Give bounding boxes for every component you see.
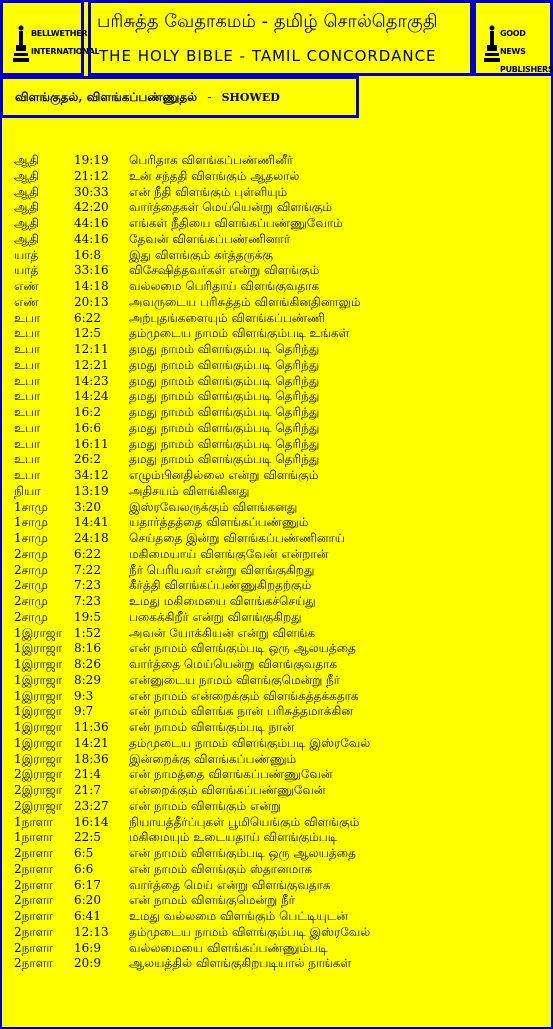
- verse-ref: 6:17: [74, 877, 101, 892]
- verse-text: அதிசயம் விளங்கினது: [129, 483, 250, 498]
- book-abbrev: 2சாமு: [14, 594, 48, 608]
- book-abbrev: 2இராஜா: [14, 783, 63, 797]
- verse-text: என் நாமம் விளங்கும் என்று: [129, 798, 281, 813]
- verse-text: என்றைக்கும் விளங்கப்பண்ணுவேன்: [129, 783, 326, 797]
- book-abbrev: 2நாளா: [14, 877, 53, 892]
- verse-text: என் நாமம் விளங்கும் ஸ்தானமாக: [129, 861, 313, 876]
- verse-text: வார்த்தை மெய்யென்று விளங்குவதாக: [129, 657, 338, 671]
- verse-ref: 9:7: [74, 704, 94, 719]
- verse-ref: 20:13: [74, 294, 109, 309]
- verse-ref: 11:36: [74, 720, 109, 734]
- verse-text: நீர் பெரியவர் என்று விளங்குகிறது: [129, 562, 315, 577]
- verse-text: இஸ்ரவேலருக்கும் விளங்கனது: [129, 499, 298, 514]
- verse-text: எழும்பினதில்லை என்று விளங்கும்: [129, 468, 319, 482]
- verse-ref: 42:20: [74, 200, 109, 215]
- book-abbrev: 2நாளா: [14, 893, 53, 908]
- title-box: [88, 0, 473, 76]
- book-abbrev: 2நாளா: [14, 924, 53, 939]
- verse-ref: 7:23: [74, 578, 101, 593]
- book-abbrev: உபா: [14, 405, 41, 419]
- verse-text: தமது நாமம் விளங்கும்படி தெரிந்து: [129, 420, 320, 435]
- verse-text: இது விளங்கும் கர்த்தருக்கு: [129, 247, 273, 262]
- verse-ref: 8:29: [74, 672, 101, 687]
- verse-text: வார்த்தை மெய் என்று விளங்குவதாக: [129, 877, 331, 892]
- verse-text: தமது நாமம் விளங்கும்படி தெரிந்து: [129, 452, 320, 467]
- english-title: THE HOLY BIBLE - TAMIL CONCORDANCE: [99, 47, 437, 65]
- verse-ref: 19:5: [74, 609, 101, 624]
- verse-text: தமது நாமம் விளங்கும்படி தெரிந்து: [129, 405, 320, 419]
- verse-text: வார்த்தைகள் மெய்யென்று விளங்கும்: [129, 200, 332, 215]
- verse-ref: 16:11: [74, 436, 109, 451]
- verse-text: தேவன் விளங்கப்பண்ணினார்: [129, 231, 291, 246]
- book-abbrev: 2இராஜா: [14, 798, 63, 813]
- verse-text: என் நாமம் விளங்கும்படி நான்: [129, 720, 295, 734]
- book-abbrev: உபா: [14, 373, 41, 388]
- book-abbrev: ஆதி: [14, 168, 40, 183]
- verse-text: செய்ததை இன்று விளங்கப்பண்ணினாய்: [129, 531, 346, 545]
- word-heading: [15, 90, 280, 106]
- verse-ref: 21:7: [74, 783, 101, 797]
- book-abbrev: 2சாமு: [14, 562, 48, 577]
- book-abbrev: உபா: [14, 468, 41, 482]
- verse-ref: 12:5: [74, 326, 101, 341]
- word-separator: -: [207, 90, 212, 104]
- verse-ref: 16:14: [74, 814, 109, 829]
- verse-ref: 16:8: [74, 247, 101, 262]
- verse-ref: 8:26: [74, 657, 101, 671]
- verse-text: மகிமையாய் விளங்குவேன் என்றான்: [129, 546, 329, 561]
- book-abbrev: 1நாளா: [14, 814, 53, 829]
- verse-text: என்னுடைய நாமம் விளங்குமென்று நீர்: [129, 672, 341, 687]
- word-tamil: விளங்குதல், விளங்கப்பண்ணுதல்: [15, 90, 198, 104]
- good-news-logo: [473, 0, 553, 76]
- verse-text: பகைக்கிறீர் என்று விளங்குகிறது: [129, 609, 302, 624]
- verse-ref: 12:11: [74, 342, 109, 356]
- verse-text: விசேஷித்தவர்கள் என்று விளங்கும்: [129, 263, 320, 278]
- verse-ref: 6:41: [74, 909, 101, 923]
- book-abbrev: யாத்: [14, 263, 39, 278]
- book-abbrev: 2நாளா: [14, 909, 53, 923]
- verse-ref: 18:36: [74, 751, 109, 766]
- verse-text: என் நாமம் என்றைக்கும் விளங்கத்தக்கதாக: [129, 688, 359, 703]
- book-abbrev: 2நாளா: [14, 846, 53, 860]
- book-abbrev: 1இராஜா: [14, 751, 63, 766]
- book-abbrev: ஆதி: [14, 184, 40, 199]
- verse-ref: 19:19: [74, 153, 109, 167]
- book-abbrev: உபா: [14, 310, 41, 325]
- book-abbrev: உபா: [14, 420, 41, 435]
- book-abbrev: 1இராஜா: [14, 720, 63, 734]
- book-abbrev: 2சாமு: [14, 609, 48, 624]
- verse-text: வல்லமையை விளங்கப்பண்ணும்படி: [129, 940, 328, 955]
- tamil-title: பரிசுத்த வேதாகமம் - தமிழ் சொல்தொகுதி: [97, 11, 438, 32]
- book-abbrev: 1சாமு: [14, 515, 48, 530]
- verse-ref: 26:2: [74, 452, 101, 467]
- verse-text: உமது வல்லமை விளங்கும் பெட்டியுடன்: [129, 909, 348, 923]
- book-abbrev: 2நாளா: [14, 940, 53, 955]
- verse-ref: 13:19: [74, 483, 109, 498]
- verse-text: என் நாமம் விளங்கும்படி ஒரு ஆலயத்தை: [129, 641, 356, 656]
- book-abbrev: 1இராஜா: [14, 735, 63, 750]
- verse-ref: 33:16: [74, 263, 109, 278]
- verse-ref: 14:24: [74, 389, 109, 404]
- verse-ref: 6:6: [74, 861, 94, 876]
- book-abbrev: உபா: [14, 389, 41, 404]
- book-abbrev: 2இராஜா: [14, 767, 63, 782]
- book-abbrev: உபா: [14, 452, 41, 467]
- verse-ref: 6:22: [74, 546, 101, 561]
- verse-text: உன் சந்ததி விளங்கும் ஆதலால்: [129, 168, 300, 183]
- verse-ref: 12:13: [74, 924, 109, 939]
- verse-text: என் நாமம் விளங்கும்படி ஒரு ஆலயத்தை: [129, 846, 356, 860]
- verse-text: என் நாமம் விளங்க நான் பரிசுத்தமாக்கின: [129, 704, 353, 719]
- verse-text: தமது நாமம் விளங்கும்படி தெரிந்து: [129, 357, 320, 372]
- verse-ref: 14:21: [74, 735, 109, 750]
- book-abbrev: உபா: [14, 357, 41, 372]
- verse-ref: 23:27: [74, 798, 109, 813]
- verse-ref: 16:2: [74, 405, 101, 419]
- verse-ref: 7:22: [74, 562, 101, 577]
- book-abbrev: ஆதி: [14, 153, 40, 167]
- verse-text: நியாயத்தீர்ப்புகள் பூமியெங்கும் விளங்கும்: [129, 814, 360, 829]
- verse-text: என் நாமத்தை விளங்கப்பண்ணுவேன்: [129, 767, 333, 782]
- verse-text: தமது நாமம் விளங்கும்படி தெரிந்து: [129, 342, 320, 356]
- verse-ref: 22:5: [74, 830, 101, 845]
- book-abbrev: யாத்: [14, 247, 39, 262]
- verse-ref: 14:41: [74, 515, 109, 530]
- verse-text: உமது மகிமையை விளங்கச்செய்து: [129, 594, 316, 608]
- verse-ref: 8:16: [74, 641, 101, 656]
- verse-ref: 1:52: [74, 625, 101, 640]
- book-abbrev: உபா: [14, 436, 41, 451]
- book-abbrev: உபா: [14, 342, 41, 356]
- verse-text: தம்முடைய நாமம் விளங்கும்படி இஸ்ரவேல்: [129, 924, 371, 939]
- book-abbrev: எண்: [14, 294, 39, 309]
- verse-ref: 6:22: [74, 310, 101, 325]
- logo-line-1: BELLWETHER: [31, 29, 88, 38]
- book-abbrev: 1நாளா: [14, 830, 53, 845]
- book-abbrev: 2நாளா: [14, 861, 53, 876]
- verse-ref: 34:12: [74, 468, 109, 482]
- book-abbrev: 1இராஜா: [14, 688, 63, 703]
- verse-ref: 14:23: [74, 373, 109, 388]
- verse-text: ஆலயத்தில் விளங்குகிறபடியால் நாங்கள்: [129, 956, 352, 971]
- verse-text: வல்லமை பெரிதாய் விளங்குவதாக: [129, 279, 320, 293]
- book-abbrev: ஆதி: [14, 216, 40, 230]
- verse-ref: 6:5: [74, 846, 94, 860]
- verse-text: என் நாமம் விளங்குமென்று நீர்: [129, 893, 295, 908]
- book-abbrev: எண்: [14, 279, 39, 293]
- verse-ref: 9:3: [74, 688, 94, 703]
- book-abbrev: 1இராஜா: [14, 704, 63, 719]
- verse-ref: 14:18: [74, 279, 109, 293]
- verse-text: தமது நாமம் விளங்கும்படி தெரிந்து: [129, 436, 320, 451]
- verse-ref: 24:18: [74, 531, 109, 545]
- verse-ref: 20:9: [74, 956, 101, 971]
- statue-icon: [484, 25, 500, 63]
- book-abbrev: 2நாளா: [14, 956, 53, 971]
- verse-text: எங்கள் நீதியை விளங்கப்பண்ணுவோம்: [129, 216, 343, 230]
- verse-ref: 16:9: [74, 940, 101, 955]
- verse-text: தம்முடைய நாமம் விளங்கும்படி உங்கள்: [129, 326, 350, 341]
- book-abbrev: 1இராஜா: [14, 625, 63, 640]
- verse-text: அற்புதங்களையும் விளங்கப்பண்ணி: [129, 310, 326, 325]
- word-english: SHOWED: [221, 91, 280, 104]
- verse-text: மகிமையும் உடையதாய் விளங்கும்படி: [129, 830, 338, 845]
- verse-text: யதார்த்தத்தை விளங்கப்பண்ணும்: [129, 515, 309, 530]
- book-abbrev: நியா: [14, 483, 41, 498]
- book-abbrev: 1இராஜா: [14, 672, 63, 687]
- bellwether-logo: [0, 0, 100, 76]
- verse-text: தமது நாமம் விளங்கும்படி தெரிந்து: [129, 389, 320, 404]
- book-abbrev: ஆதி: [14, 200, 40, 215]
- verse-ref: 6:20: [74, 893, 101, 908]
- verse-text: அவருடைய பரிசுத்தம் விளங்கினதினாலும்: [129, 294, 361, 309]
- verse-ref: 21:4: [74, 767, 101, 782]
- logo-line-2: PUBLISHERS: [500, 65, 553, 74]
- book-abbrev: 1இராஜா: [14, 657, 63, 671]
- verse-ref: 44:16: [74, 216, 109, 230]
- book-abbrev: 2சாமு: [14, 578, 48, 593]
- verse-text: இன்றைக்கு விளங்கப்பண்ணும்: [129, 751, 297, 766]
- verse-text: பெரிதாக விளங்கப்பண்ணினீர்: [129, 153, 294, 167]
- book-abbrev: 1இராஜா: [14, 641, 63, 656]
- verse-text: தம்முடைய நாமம் விளங்கும்படி இஸ்ரவேல்: [129, 735, 371, 750]
- verse-ref: 16:6: [74, 420, 101, 435]
- book-abbrev: உபா: [14, 326, 41, 341]
- verse-text: கீர்த்தி விளங்கப்பண்ணுகிறதற்கும்: [129, 578, 312, 593]
- verse-text: தமது நாமம் விளங்கும்படி தெரிந்து: [129, 373, 320, 388]
- word-heading-box: [0, 76, 359, 118]
- verse-ref: 30:33: [74, 184, 109, 199]
- book-abbrev: ஆதி: [14, 231, 40, 246]
- verse-ref: 12:21: [74, 357, 109, 372]
- logo-line-1: GOOD NEWS: [500, 29, 526, 56]
- book-abbrev: 2சாமு: [14, 546, 48, 561]
- verse-ref: 44:16: [74, 231, 109, 246]
- verse-text: அவன் யோக்கியன் என்று விளங்க: [129, 625, 316, 640]
- verse-text: என் நீதி விளங்கும் புள்ளியும்: [129, 184, 288, 199]
- logo-line-2: INTERNATIONAL: [31, 47, 100, 56]
- statue-icon: [13, 25, 29, 63]
- book-abbrev: 1சாமு: [14, 499, 48, 514]
- verse-ref: 7:23: [74, 594, 101, 608]
- verse-ref: 3:20: [74, 499, 101, 514]
- book-abbrev: 1சாமு: [14, 531, 48, 545]
- verse-ref: 21:12: [74, 168, 109, 183]
